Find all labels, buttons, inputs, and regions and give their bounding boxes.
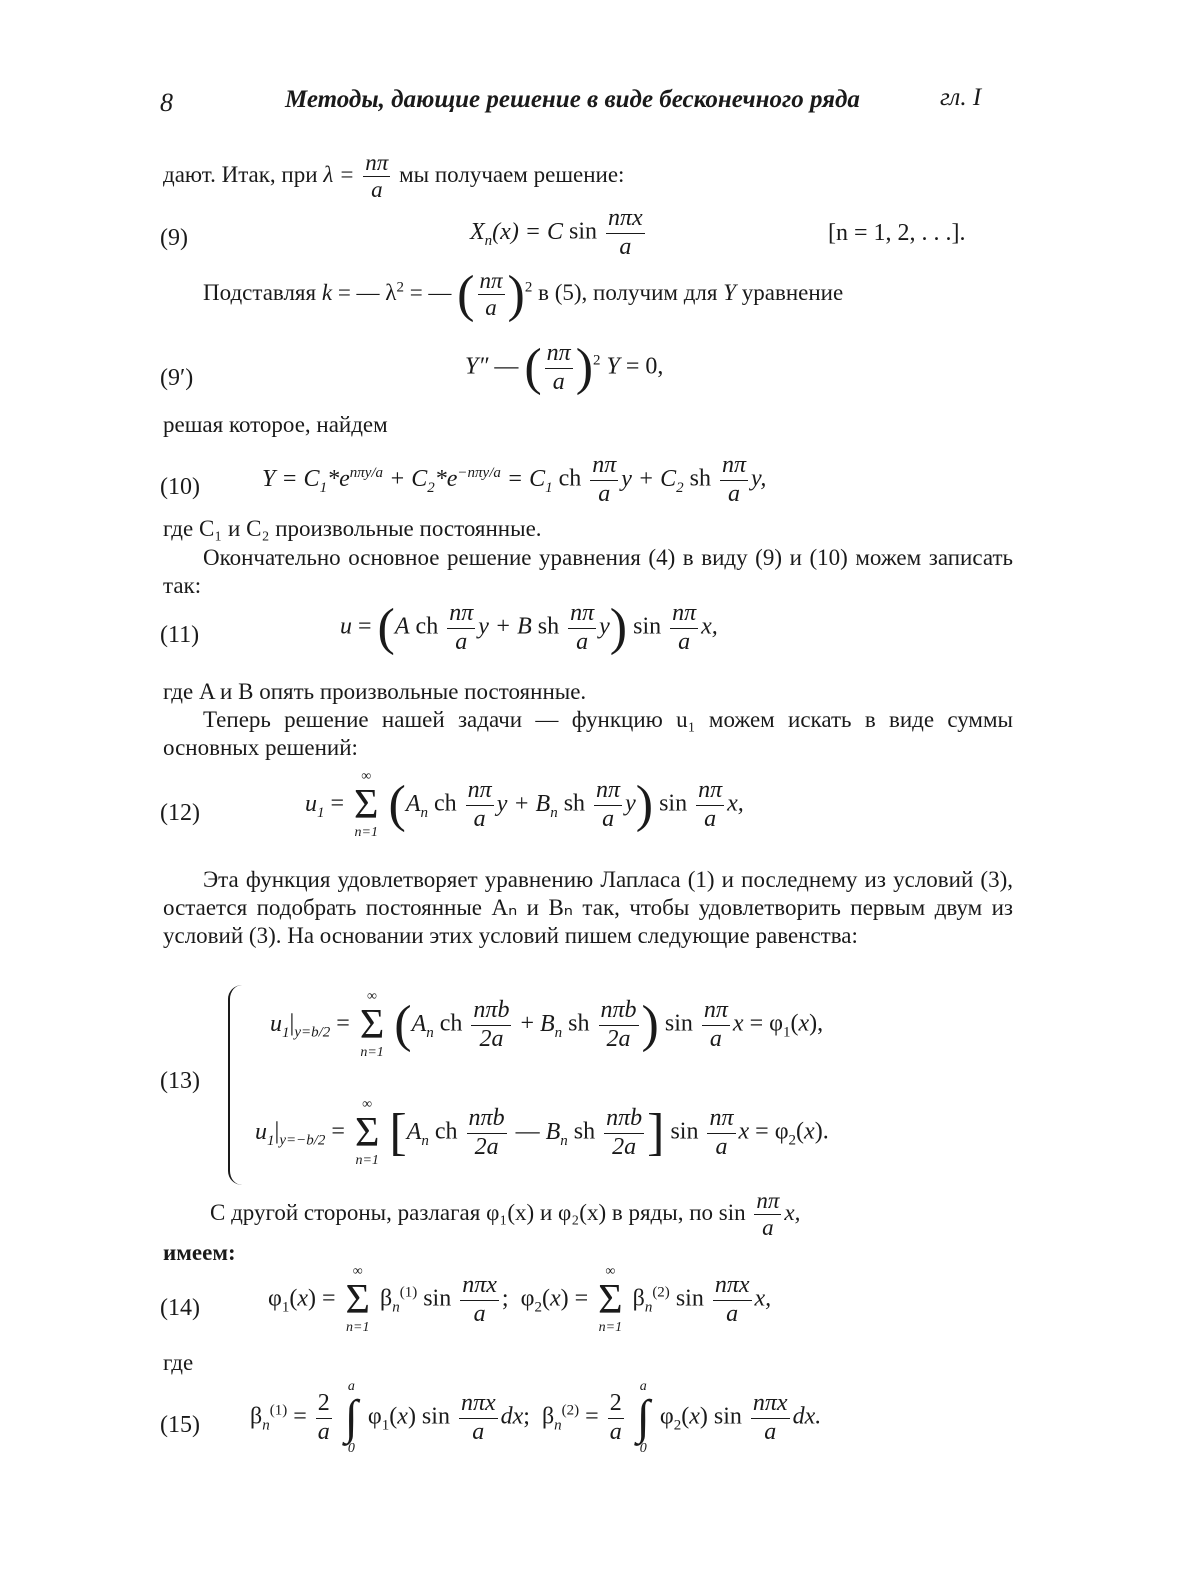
equation-9: $X_n(x) = C$ sin $\frac{\text{nπx}}{a}$ [470,205,643,260]
expansion-line: С другой стороны, разлагая φ₁(x) и φ₂(x) в ряды, по sin $\frac{n\pi}{a}$ x, [210,1188,801,1241]
where-label: где [163,1350,194,1375]
expansion-text-a: С другой стороны, разлагая φ₁(x) и φ₂(x) в ряды, по [210,1200,714,1226]
arbitrary-constants-note: где A и B опять произвольные постоянные. [163,679,587,704]
substitution-line: Подставляя k = — $\lambda^2$ = — ( $\frac{n\pi}{a}$ )$^2$ в (5), получим для Y уравнение [203,265,844,323]
running-title: Методы, дающие решение в виде бесконечного ряда [285,86,860,113]
system-brace [228,985,244,1185]
substitution-text-b: в (5), получим для [538,280,718,306]
equation-9-prime: Y″ — ( $\frac{n\pi}{a}$ )$^2$ Y = 0, [465,339,664,397]
intro-text-a: дают. Итак, при [163,162,318,188]
equation-15: $\beta_n^{(1)}$ = $\frac{2}{a}$ a ∫ 0 $\varphi_1(x)$ sin $\frac{\text{nπx}}{a}$ dx; $\beta_n^{(2)}$ = $\frac{2}{a}$ a ∫ 0 $\varphi_2(x)$ sin $\frac{\text{nπx}}{a}$ dx. [250,1379,822,1456]
equation-number-10: (10) [160,474,200,500]
equation-13-first: $u_1|_{y=b/2}$ = ∞ Σ n=1 ($A_n$ ch $\frac{\text{nπb}}{2a}$ + $B_n$ sh $\frac{\text{nπb}}{2a}$ ) sin $\frac{n\pi}{a}$ $x = \varphi_1(x)$, [270,989,824,1060]
laplace-paragraph: Эта функция удовлетворяет уравнению Лапласа (1) и последнему из условий (3), остается подобрать постоянные Aₙ и Bₙ так, чтобы удовлетворить первым двум из условий (3). На основании этих условий пишем следующие равенства: [163,867,1013,948]
equation-12: $u_1$ = ∞ Σ n=1 ($A_n$ ch $\frac{n\pi}{a}$ $y + B_n$ sh $\frac{n\pi}{a}$ y) sin $\frac{n\pi}{a}$ x, [305,769,744,840]
intro-text-b: мы получаем решение: [399,162,625,188]
intro-line: дают. Итак, при λ = $\frac{n\pi}{a}$ мы получаем решение: [163,150,625,203]
equation-number-13: (13) [160,1068,200,1094]
equation-number-9-prime: (9′) [160,365,194,391]
series-solution-paragraph: Теперь решение нашей задачи — функцию u₁ можем искать в виде суммы основных решений: [163,707,1013,760]
constants-note: где C₁ и C₂ произвольные постоянные. [163,516,542,541]
equation-9-range: [n = 1, 2, . . .]. [828,220,966,246]
equation-13-second: $u_1|_{y=-b/2}$ = ∞ Σ n=1 [$A_n$ ch $\frac{\text{nπb}}{2a}$ — $B_n$ sh $\frac{\text{nπb}}{2a}$ ] sin $\frac{n\pi}{a}$ $x = \varphi_2(x)$. [255,1097,829,1168]
equation-number-15: (15) [160,1412,200,1438]
equation-number-14: (14) [160,1295,200,1321]
chapter-label: гл. I [940,84,982,111]
page-number: 8 [160,88,173,117]
equation-14: $\varphi_1(x)$ = ∞ Σ n=1 $\beta_n^{(1)}$ sin $\frac{\text{nπx}}{a}$ ; $\varphi_2(x)$ = ∞ Σ n=1 $\beta_n^{(2)}$ sin $\frac{\text{nπx}}{a}$ x, [268,1264,772,1335]
substitution-text-a: Подставляя [203,280,317,306]
equation-number-12: (12) [160,800,200,826]
equation-number-11: (11) [160,622,200,648]
solving-line: решая которое, найдем [163,412,388,437]
equation-number-9: (9) [160,225,188,251]
substitution-text-c: уравнение [741,280,844,306]
basic-solution-paragraph: Окончательно основное решение уравнения (4) в виду (9) и (10) можем записать так: [163,545,1013,598]
expansion-have: имеем: [163,1240,236,1265]
equation-11: u = (A ch $\frac{n\pi}{a}$ y + B sh $\frac{n\pi}{a}$ y) sin $\frac{n\pi}{a}$ x, [340,599,718,657]
equation-10: $Y = C_1*e^{n\pi y/a} + C_2*e^{-n\pi y/a} = C_1$ ch $\frac{n\pi}{a}$ $y + C_2$ sh $\frac{n\pi}{a}$ y, [262,452,767,507]
